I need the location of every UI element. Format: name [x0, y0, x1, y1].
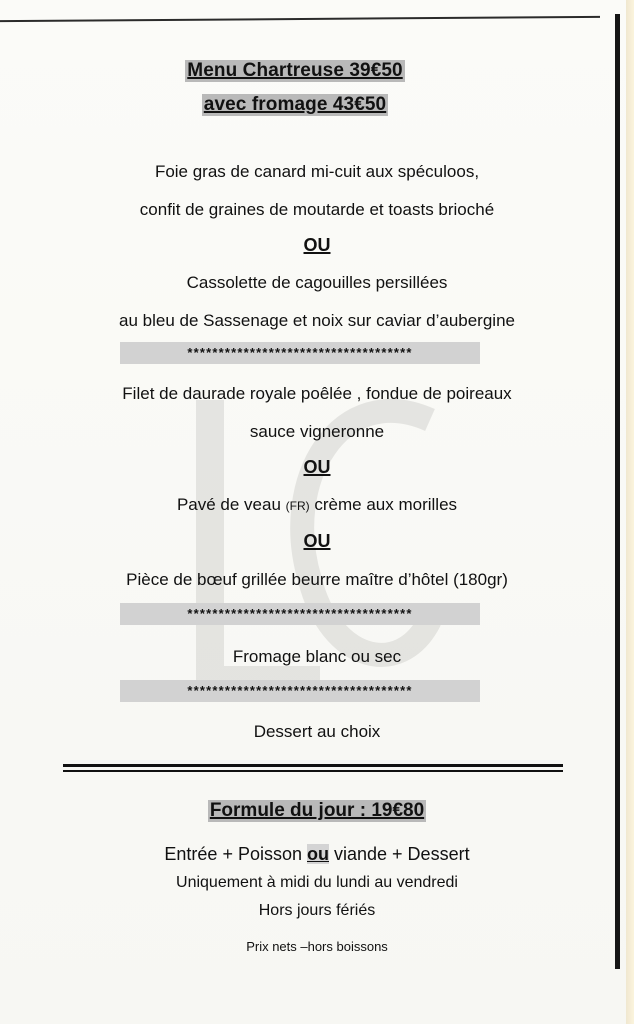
- main2-line: [0, 494, 634, 517]
- main2-origin: (FR): [285, 499, 310, 513]
- formula-line3: Hors jours fériés: [258, 902, 376, 919]
- or-separator-3: OU: [303, 531, 331, 551]
- menu-title-line1: Menu Chartreuse 39€50: [187, 60, 403, 81]
- or-separator-1: OU: [303, 235, 331, 255]
- cheese-line: Fromage blanc ou sec: [232, 647, 402, 666]
- formula-line1-a: Entrée + Poisson: [164, 844, 307, 864]
- formula-or: ou: [307, 844, 329, 864]
- main1-line2: sauce vigneronne: [249, 422, 385, 441]
- formula-line1: [0, 843, 634, 865]
- starter2-line1: Cassolette de cagouilles persillées: [186, 273, 448, 292]
- main3-line: Pièce de bœuf grillée beurre maître d’hôtel (180gr): [126, 570, 508, 589]
- starter1-line1: Foie gras de canard mi-cuit aux spéculoos,: [154, 162, 480, 181]
- paper-right-border: [615, 14, 620, 969]
- main1-line1: Filet de daurade royale poêlée , fondue de poireaux: [122, 384, 512, 403]
- main2-text-a: Pavé de veau: [176, 495, 286, 514]
- starter1-line2: confit de graines de moutarde et toasts brioché: [139, 200, 495, 219]
- or-separator-2: OU: [303, 457, 331, 477]
- price-note: Prix nets –hors boissons: [246, 939, 388, 954]
- section-divider-top: [63, 764, 563, 767]
- stars-divider-1: ************************************: [120, 342, 480, 364]
- stars-divider-3: ************************************: [120, 680, 480, 702]
- stars-divider-2: ************************************: [120, 603, 480, 625]
- paper-top-edge: [0, 0, 600, 22]
- formula-line2: Uniquement à midi du lundi au vendredi: [176, 874, 458, 891]
- starter2-line2: au bleu de Sassenage et noix sur caviar d’aubergine: [119, 311, 515, 330]
- formula-line1-b: viande + Dessert: [329, 844, 470, 864]
- formula-title: Formule du jour : 19€80: [209, 800, 425, 821]
- main2-text-c: crème aux morilles: [309, 495, 458, 514]
- section-divider-bottom: [63, 770, 563, 772]
- dessert-line: Dessert au choix: [253, 722, 381, 741]
- menu-title-line2: avec fromage 43€50: [203, 94, 387, 115]
